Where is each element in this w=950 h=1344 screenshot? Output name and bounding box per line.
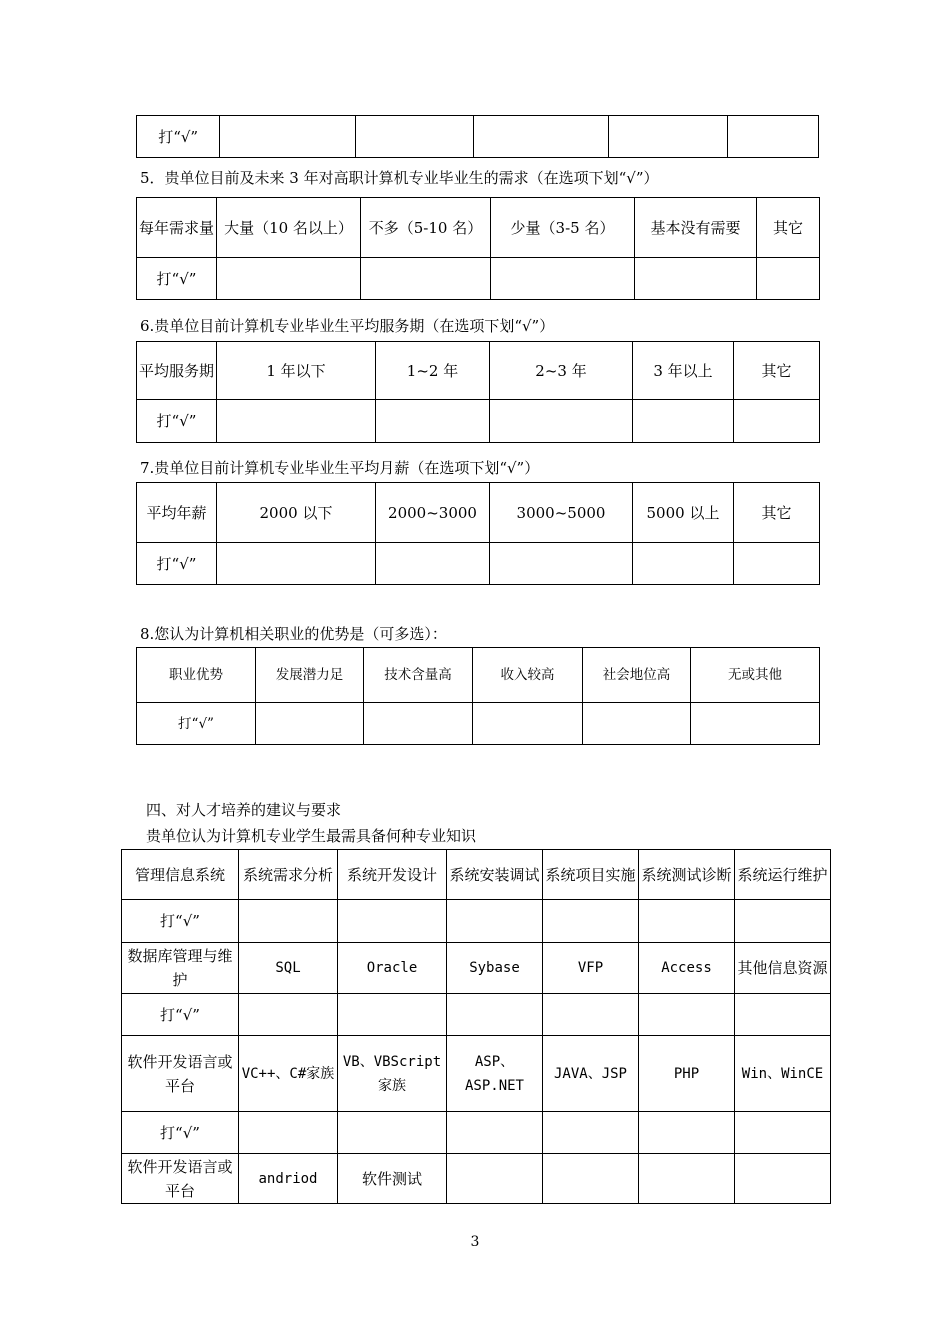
mark-cell[interactable] (447, 994, 543, 1036)
mark-cell[interactable] (491, 258, 635, 300)
q8-option: 发展潜力足 (256, 648, 364, 703)
mark-cell[interactable] (583, 703, 691, 745)
q8-option: 技术含量高 (364, 648, 473, 703)
mark-cell[interactable] (735, 900, 831, 943)
option-cell: 其他信息资源 (735, 943, 831, 994)
option-cell: ASP、ASP.NET (447, 1036, 543, 1112)
mark-cell[interactable] (217, 400, 376, 443)
q7-option: 3000~5000 (490, 483, 633, 543)
q8-option: 社会地位高 (583, 648, 691, 703)
mark-cell[interactable] (217, 543, 376, 585)
mark-cell[interactable] (447, 1112, 543, 1154)
option-cell (543, 1154, 639, 1204)
category-cell: 管理信息系统 (122, 850, 239, 900)
mark-cell[interactable] (633, 400, 734, 443)
q6-header: 平均服务期 (137, 342, 217, 400)
q6-option: 其它 (734, 342, 820, 400)
option-cell: Access (639, 943, 735, 994)
mark-label: 打“√” (122, 994, 239, 1036)
section4-heading: 四、对人才培养的建议与要求 (146, 801, 342, 819)
section4-subheading: 贵单位认为计算机专业学生最需具备何种专业知识 (146, 827, 477, 845)
q8-option: 收入较高 (473, 648, 583, 703)
q6-option: 1~2 年 (376, 342, 490, 400)
q7-table (136, 482, 820, 585)
mark-label: 打“√” (137, 543, 217, 585)
q7-option: 2000~3000 (376, 483, 490, 543)
q5-header: 每年需求量 (137, 198, 217, 258)
mark-cell[interactable] (734, 400, 820, 443)
mark-cell[interactable] (543, 994, 639, 1036)
option-cell: 系统需求分析 (239, 850, 338, 900)
q6-table (136, 341, 820, 443)
option-cell: JAVA、JSP (543, 1036, 639, 1112)
option-cell (735, 1154, 831, 1204)
q6-option: 1 年以下 (217, 342, 376, 400)
category-cell: 软件开发语言或平台 (122, 1036, 239, 1112)
q7-option: 其它 (734, 483, 820, 543)
q5-title: 5．贵单位目前及未来 3 年对高职计算机专业毕业生的需求（在选项下划“√”） (140, 169, 659, 187)
mark-cell[interactable] (543, 900, 639, 943)
mark-cell[interactable] (338, 1112, 447, 1154)
mark-cell[interactable] (355, 116, 474, 158)
mark-cell[interactable] (728, 116, 819, 158)
mark-cell[interactable] (608, 116, 728, 158)
mark-cell[interactable] (633, 543, 734, 585)
option-cell: 系统项目实施 (543, 850, 639, 900)
mark-cell[interactable] (490, 543, 633, 585)
mark-cell[interactable] (447, 900, 543, 943)
q8-header: 职业优势 (137, 648, 256, 703)
option-cell: Sybase (447, 943, 543, 994)
q7-option: 2000 以下 (217, 483, 376, 543)
mark-cell[interactable] (639, 994, 735, 1036)
knowledge-table (121, 849, 831, 1204)
q5-table (136, 197, 820, 300)
option-cell (447, 1154, 543, 1204)
option-cell: VC++、C#家族 (239, 1036, 338, 1112)
option-cell: 系统运行维护 (735, 850, 831, 900)
option-cell: 系统开发设计 (338, 850, 447, 900)
mark-cell[interactable] (735, 994, 831, 1036)
mark-cell[interactable] (639, 900, 735, 943)
category-cell: 数据库管理与维护 (122, 943, 239, 994)
option-cell: 系统测试诊断 (639, 850, 735, 900)
option-cell: VFP (543, 943, 639, 994)
mark-label: 打“√” (137, 400, 217, 443)
q4-table-tail (136, 115, 819, 158)
option-cell: 软件测试 (338, 1154, 447, 1204)
q5-option: 少量（3-5 名） (491, 198, 635, 258)
q5-option: 其它 (757, 198, 820, 258)
mark-cell[interactable] (361, 258, 491, 300)
option-cell: Win、WinCE (735, 1036, 831, 1112)
option-cell (639, 1154, 735, 1204)
mark-cell[interactable] (364, 703, 473, 745)
mark-cell[interactable] (691, 703, 820, 745)
q5-option: 不多（5-10 名） (361, 198, 491, 258)
page-number: 3 (470, 1234, 480, 1250)
category-cell: 软件开发语言或平台 (122, 1154, 239, 1204)
mark-label: 打“√” (137, 258, 217, 300)
mark-cell[interactable] (239, 1112, 338, 1154)
mark-label: 打“√” (137, 703, 256, 745)
mark-cell[interactable] (217, 258, 361, 300)
q7-title: 7.贵单位目前计算机专业毕业生平均月薪（在选项下划“√”） (140, 459, 540, 477)
mark-cell[interactable] (256, 703, 364, 745)
q7-header: 平均年薪 (137, 483, 217, 543)
mark-label: 打“√” (122, 1112, 239, 1154)
option-cell: Oracle (338, 943, 447, 994)
q7-option: 5000 以上 (633, 483, 734, 543)
mark-cell[interactable] (757, 258, 820, 300)
q5-option: 大量（10 名以上） (217, 198, 361, 258)
q8-table (136, 647, 820, 745)
mark-cell[interactable] (473, 703, 583, 745)
q6-option: 3 年以上 (633, 342, 734, 400)
option-cell: SQL (239, 943, 338, 994)
mark-cell[interactable] (635, 258, 757, 300)
mark-cell[interactable] (490, 400, 633, 443)
q6-title: 6.贵单位目前计算机专业毕业生平均服务期（在选项下划“√”） (140, 317, 555, 335)
q5-option: 基本没有需要 (635, 198, 757, 258)
mark-cell[interactable] (639, 1112, 735, 1154)
mark-label: 打“√” (137, 116, 220, 158)
mark-label: 打“√” (122, 900, 239, 943)
option-cell: andriod (239, 1154, 338, 1204)
q6-option: 2~3 年 (490, 342, 633, 400)
mark-cell[interactable] (543, 1112, 639, 1154)
mark-cell[interactable] (239, 994, 338, 1036)
mark-cell[interactable] (474, 116, 608, 158)
mark-cell[interactable] (220, 116, 355, 158)
mark-cell[interactable] (338, 900, 447, 943)
option-cell: VB、VBScript 家族 (338, 1036, 447, 1112)
mark-cell[interactable] (734, 543, 820, 585)
mark-cell[interactable] (735, 1112, 831, 1154)
mark-cell[interactable] (376, 543, 490, 585)
mark-cell[interactable] (338, 994, 447, 1036)
option-cell: 系统安装调试 (447, 850, 543, 900)
q8-title: 8.您认为计算机相关职业的优势是（可多选）： (140, 625, 447, 643)
option-cell: PHP (639, 1036, 735, 1112)
q8-option: 无或其他 (691, 648, 820, 703)
mark-cell[interactable] (239, 900, 338, 943)
mark-cell[interactable] (376, 400, 490, 443)
